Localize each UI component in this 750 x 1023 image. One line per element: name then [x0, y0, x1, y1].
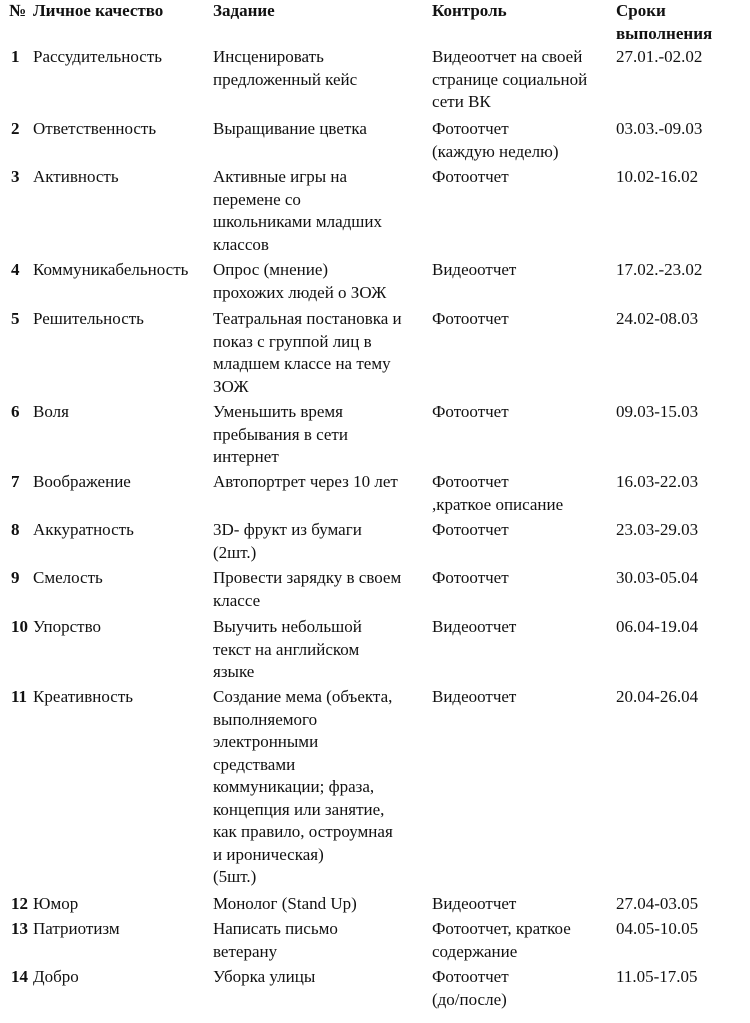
row-number: 5: [11, 309, 20, 328]
row-number: 2: [11, 119, 20, 138]
task-cell: Уменьшить время пребывания в сети интернет: [213, 402, 348, 466]
quality-cell: Смелость: [33, 568, 103, 587]
control-cell: Видеоотчет: [432, 894, 517, 913]
dates-cell: 16.03-22.03: [616, 472, 699, 491]
row-number: 4: [11, 260, 20, 279]
task-cell: Активные игры на перемене со школьниками младших классов: [213, 167, 382, 254]
task-cell: Выучить небольшой текст на английском языке: [213, 617, 362, 681]
dates-cell: 24.02-08.03: [616, 309, 699, 328]
header-dates: Сроки выполнения: [616, 1, 713, 43]
dates-cell: 20.04-26.04: [616, 687, 699, 706]
row-number: 11: [11, 687, 28, 706]
row-number: 1: [11, 47, 20, 66]
dates-cell: 17.02.-23.02: [616, 260, 703, 279]
control-cell: Фотоотчет: [432, 402, 509, 421]
quality-cell: Ответственность: [33, 119, 157, 138]
row-number: 6: [11, 402, 20, 421]
control-cell: Фотоотчет: [432, 167, 509, 186]
row-number: 7: [11, 472, 20, 491]
task-cell: Театральная постановка и показ с группой лиц в младшем классе на тему ЗОЖ: [213, 309, 402, 396]
row-number: 10: [11, 617, 28, 636]
header-num: №: [9, 1, 27, 20]
row-number: 3: [11, 167, 20, 186]
quality-cell: Решительность: [33, 309, 144, 328]
task-cell: Монолог (Stand Up): [213, 894, 357, 913]
control-cell: Видеоотчет: [432, 617, 517, 636]
quality-cell: Активность: [33, 167, 119, 186]
control-cell: Фотоотчет: [432, 520, 509, 539]
quality-cell: Юмор: [33, 894, 79, 913]
quality-cell: Рассудительность: [33, 47, 163, 66]
control-cell: Фотоотчет: [432, 309, 509, 328]
quality-cell: Воля: [33, 402, 69, 421]
task-cell: Автопортрет через 10 лет: [213, 472, 398, 491]
control-cell: Фотоотчет (до/после): [432, 967, 509, 1009]
control-cell: Видеоотчет на своей странице социальной сети ВК: [432, 47, 588, 111]
dates-cell: 27.01.-02.02: [616, 47, 703, 66]
row-number: 12: [11, 894, 28, 913]
control-cell: Фотоотчет (каждую неделю): [432, 119, 559, 161]
task-cell: Уборка улицы: [213, 967, 316, 986]
dates-cell: 03.03.-09.03: [616, 119, 703, 138]
control-cell: Видеоотчет: [432, 687, 517, 706]
control-cell: Фотоотчет: [432, 568, 509, 587]
header-control: Контроль: [432, 1, 507, 20]
quality-cell: Креативность: [33, 687, 133, 706]
dates-cell: 27.04-03.05: [616, 894, 699, 913]
task-cell: Провести зарядку в своем классе: [213, 568, 402, 610]
dates-cell: 11.05-17.05: [616, 967, 698, 986]
header-quality: Личное качество: [33, 1, 164, 20]
task-cell: Выращивание цветка: [213, 119, 367, 138]
row-number: 8: [11, 520, 20, 539]
dates-cell: 06.04-19.04: [616, 617, 699, 636]
dates-cell: 30.03-05.04: [616, 568, 699, 587]
row-number: 14: [11, 967, 28, 986]
quality-cell: Аккуратность: [33, 520, 134, 539]
dates-cell: 23.03-29.03: [616, 520, 699, 539]
quality-cell: Упорство: [33, 617, 102, 636]
quality-cell: Коммуникабельность: [33, 260, 189, 279]
row-number: 13: [11, 919, 28, 938]
quality-cell: Патриотизм: [33, 919, 120, 938]
header-task: Задание: [213, 1, 275, 20]
row-number: 9: [11, 568, 20, 587]
quality-cell: Добро: [33, 967, 79, 986]
task-cell: Инсценировать предложенный кейс: [213, 47, 358, 89]
control-cell: Фотоотчет, краткое содержание: [432, 919, 571, 961]
control-cell: Видеоотчет: [432, 260, 517, 279]
quality-cell: Воображение: [33, 472, 131, 491]
dates-cell: 10.02-16.02: [616, 167, 699, 186]
task-cell: Написать письмо ветерану: [213, 919, 338, 961]
task-cell: Опрос (мнение) прохожих людей о ЗОЖ: [213, 260, 387, 302]
task-cell: Создание мема (объекта, выполняемого электронными средствами коммуникации; фраза, концепция или занятие, как правило, остроумная и ироническая) (5шт.): [213, 687, 393, 886]
task-cell: 3D- фрукт из бумаги (2шт.): [213, 520, 362, 562]
dates-cell: 04.05-10.05: [616, 919, 699, 938]
control-cell: Фотоотчет ,краткое описание: [432, 472, 564, 514]
dates-cell: 09.03-15.03: [616, 402, 699, 421]
